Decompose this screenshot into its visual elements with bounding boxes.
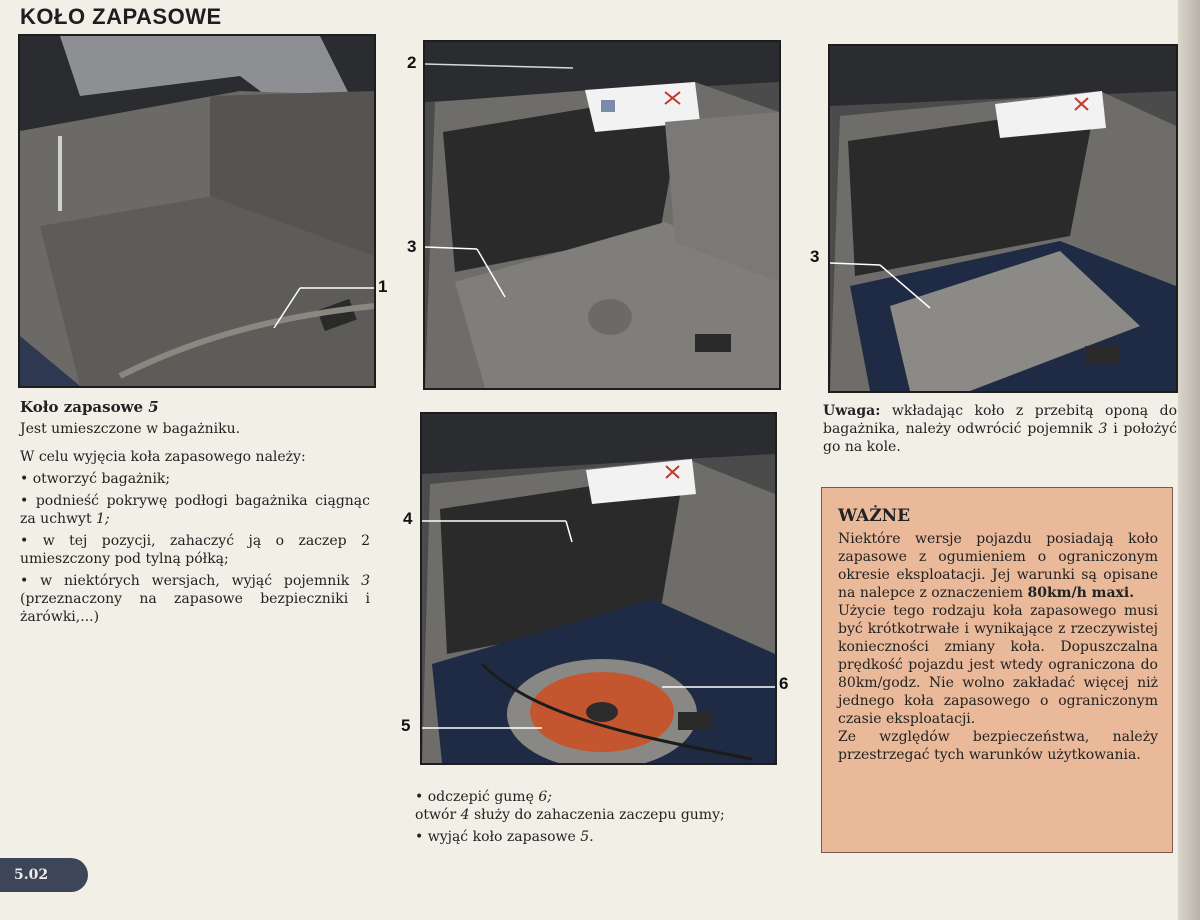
lead-text: W celu wyjęcia koła zapasowego należy: [20, 449, 306, 465]
photo-container-placed [828, 44, 1178, 393]
section-heading-ref: 5 [148, 398, 159, 416]
warning-box [821, 487, 1173, 853]
middle-step-2-post: służy do zahaczenia zaczepu gumy; [469, 807, 725, 823]
warning-para-1-text: Niektóre wersje pojazdu posiadają koło zapasowe z ogumieniem o ograniczonym okresie eksploatacji. Jej warunki są opisane na nalepce z oznaczeniem [838, 531, 1158, 601]
page-number: 5.02 [0, 858, 88, 892]
middle-step-1-ref: 6; [538, 789, 552, 805]
middle-step-1-text: • odczepić gumę [415, 789, 539, 805]
middle-step-3 [415, 828, 785, 846]
step-1: • otworzyć bagażnik; [20, 471, 171, 487]
step-2-ref: 1; [96, 511, 110, 527]
page-title: KOŁO ZAPASOWE [20, 4, 222, 29]
note-ref: 3 [1098, 421, 1108, 437]
callout-2: 2 [407, 53, 417, 72]
photo-spare-wheel [420, 412, 777, 765]
step-3: • w tej pozycji, zahaczyć ją o zaczep 2 umieszczony pod tylną półką; [20, 533, 370, 567]
intro-text: Jest umieszczone w bagażniku. [20, 421, 241, 437]
step-4-ref: 3 [361, 573, 370, 589]
warning-para-1 [838, 530, 1158, 602]
middle-step-2-ref: 4 [460, 807, 470, 823]
container-illustration [830, 46, 1176, 391]
callout-3: 3 [407, 237, 417, 256]
note-body-a: wkładając koło z przebitą oponą do bagażnika, należy odwrócić pojemnik [823, 403, 1177, 437]
step-4-text: • w niektórych wersjach, wyjąć pojemnik [20, 573, 362, 589]
instructions-left [20, 398, 370, 630]
callout-1: 1 [378, 277, 388, 296]
step-2-text: • podnieść pokrywę podłogi bagażnika ciągnąc za uchwyt [20, 493, 370, 527]
spare-wheel-illustration [422, 414, 775, 763]
callout-6: 6 [779, 674, 789, 693]
note-text [823, 402, 1177, 456]
step-4 [20, 572, 370, 626]
callout-4: 4 [403, 509, 413, 528]
middle-step-3-text: • wyjąć koło zapasowe [415, 829, 581, 845]
photo-trunk-floor-raised [423, 40, 781, 390]
page-edge [1178, 0, 1200, 920]
callout-5: 5 [401, 716, 411, 735]
callout-3-container: 3 [810, 247, 820, 266]
photo-trunk-closed [18, 34, 376, 388]
middle-step-2-pre: otwór [415, 807, 461, 823]
step-4-tail: (przeznaczony na zapasowe bezpieczniki i żarówki,...) [20, 591, 370, 625]
instructions-middle [415, 788, 785, 846]
warning-para-3: Ze względów bezpieczeństwa, należy przestrzegać tych warunków użytkowania. [838, 729, 1158, 763]
warning-speed-label: 80km/h maxi. [1027, 585, 1135, 601]
section-heading [20, 398, 370, 416]
middle-step-3-ref: 5. [580, 829, 594, 845]
note-body-b: i położyć go na kole. [823, 421, 1177, 455]
note-label: Uwaga: [823, 403, 881, 419]
middle-step-2 [415, 806, 785, 824]
trunk-raised-illustration [425, 42, 779, 388]
trunk-closed-illustration [20, 36, 374, 386]
section-heading-text: Koło zapasowe [20, 398, 149, 416]
warning-title: WAŻNE [838, 506, 911, 526]
middle-step-1 [415, 788, 785, 806]
warning-para-2: Użycie tego rodzaju koła zapasowego musi być krótkotrwałe i wynikające z rzeczywistej konieczności zmiany koła. Dopuszczalna prędkość pojazdu jest wtedy ograniczona do 80km/godz. Nie wolno zakładać więcej niż jednego koła zapasowego o ograniczonym czasie eksploatacji. [838, 603, 1158, 727]
step-2 [20, 492, 370, 528]
